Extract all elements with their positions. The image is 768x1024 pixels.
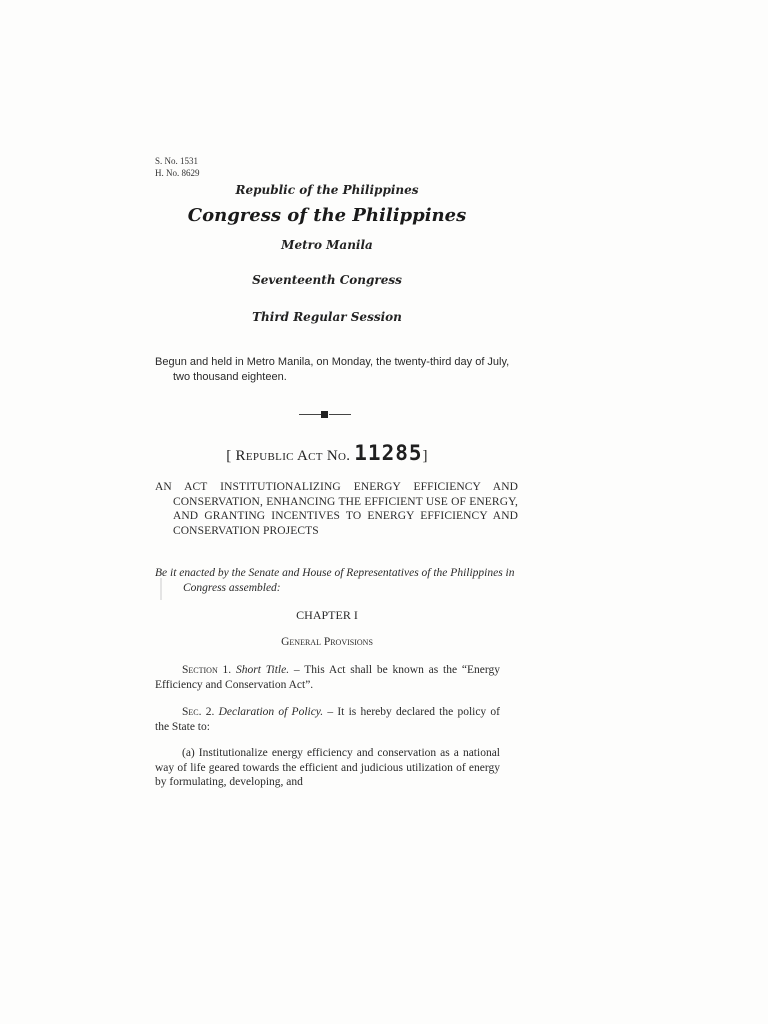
republic-act-heading xyxy=(155,441,499,465)
section-2-text: – It is hereby declared the policy of the State to: xyxy=(155,706,500,733)
act-title: AN ACT INSTITUTIONALIZING ENERGY EFFICIENCY AND CONSERVATION, ENHANCING THE EFFICIENT USE OF ENERGY, AND GRANTING INCENTIVES TO ENERGY EFFICIENCY AND CONSERVATION PROJECTS xyxy=(155,481,518,537)
letterhead-congress-number: Seventeenth Congress xyxy=(252,273,402,287)
senate-bill-number: S. No. 1531 xyxy=(155,156,199,166)
republic-act-label: Republic Act No. xyxy=(235,448,351,464)
section-2-title: Declaration of Policy. xyxy=(218,706,324,718)
letterhead-republic: Republic of the Philippines xyxy=(235,183,419,197)
enacting-clause: Be it enacted by the Senate and House of Representatives of the Philippines in Congress assembled: xyxy=(155,567,515,594)
section-1-title: Short Title. xyxy=(236,664,290,676)
section-divider-ornament xyxy=(299,409,351,419)
republic-act-number: 11285 xyxy=(354,441,423,465)
letterhead-session: Third Regular Session xyxy=(252,310,402,324)
close-bracket: ] xyxy=(422,448,428,464)
bill-numbers xyxy=(155,155,200,179)
letterhead-location: Metro Manila xyxy=(281,238,373,252)
clause-a: (a) Institutionalize energy efficiency and conservation as a national way of life geared towards the efficient and judicious utilization of energy by formulating, developing, and xyxy=(155,747,500,788)
section-2 xyxy=(155,705,500,734)
chapter-heading: CHAPTER I xyxy=(296,608,358,622)
section-1-text: – This Act shall be known as the “Energy Efficiency and Conservation Act”. xyxy=(155,664,501,691)
house-bill-number: H. No. 8629 xyxy=(155,168,200,178)
open-bracket: [ xyxy=(226,448,236,464)
chapter-subheading: General Provisions xyxy=(281,636,373,648)
letterhead-congress: Congress of the Philippines xyxy=(187,205,467,226)
opening-statement: Begun and held in Metro Manila, on Monday, the twenty-third day of July, two thousand eighteen. xyxy=(155,356,510,383)
section-1 xyxy=(155,663,500,692)
section-2-label: Sec. 2. xyxy=(182,706,215,718)
section-1-label: Section 1. xyxy=(182,664,232,676)
